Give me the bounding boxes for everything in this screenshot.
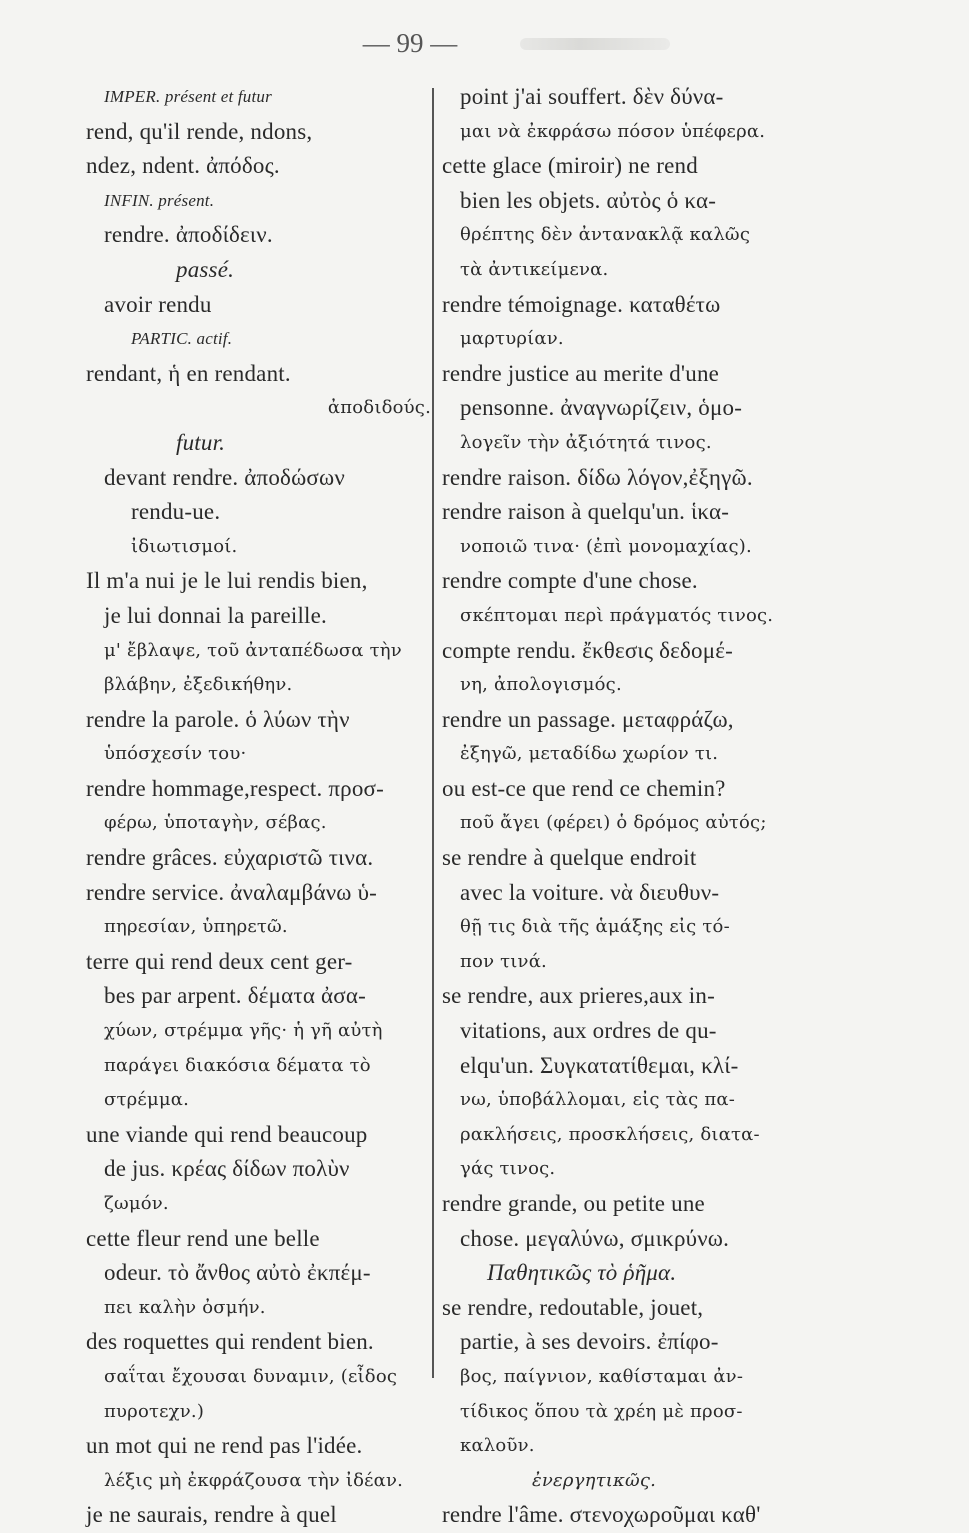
text-line: ndez, ndent. ἀπόδος. (86, 153, 280, 179)
text-line: Παθητικῶς τὸ ῥῆμα. (487, 1260, 677, 1286)
text-line: πον τινά. (460, 950, 547, 972)
text-line: Il m'a nui je le lui rendis bien, (86, 568, 368, 594)
text-line: rendre service. ἀναλαμβάνω ὑ- (86, 879, 378, 905)
text-line: chose. μεγαλύνω, σμικρύνω. (460, 1225, 730, 1251)
text-line: νη, ἀπολογισμός. (460, 674, 622, 696)
text-line: avec la voiture. νὰ διευθυν- (460, 879, 720, 905)
text-line: πει καλὴν ὀσμήν. (104, 1296, 266, 1318)
text-line: un mot qui ne rend pas l'idée. (86, 1433, 363, 1459)
text-line: compte rendu. ἔκθεσις δεδομέ- (442, 637, 733, 663)
text-line: rendre hommage,respect. προσ- (86, 775, 385, 801)
text-line: rendre témoignage. καταθέτω (442, 291, 721, 317)
ink-smudge (520, 38, 670, 50)
text-line: bes par arpent. δέματα ἀσα- (104, 983, 366, 1009)
text-line: μαι νὰ ἐκφράσω πόσον ὑπέφερα. (460, 120, 766, 142)
text-line: βος, παίγνιον, καθίσταμαι ἀν- (460, 1365, 744, 1387)
text-line: λέξις μὴ ἐκφράζουσα τὴν ἰδέαν. (104, 1469, 404, 1491)
text-line: cette glace (miroir) ne rend (442, 153, 698, 179)
text-line: passé. (176, 256, 235, 282)
text-line: INFIN. présent. (104, 190, 215, 210)
text-line: rendu-ue. (131, 499, 221, 525)
text-line: σαΐται ἔχουσαι δυναμιν, (εἶδος (104, 1365, 398, 1387)
text-line: se rendre, aux prieres,aux in- (442, 983, 715, 1009)
text-line: IMPER. présent et futur (104, 87, 272, 106)
text-line: rendre grande, ou petite une (442, 1191, 705, 1216)
text-line: ζωμόν. (104, 1193, 169, 1214)
text-line: πηρεσίαν, ὑπηρετῶ. (104, 916, 288, 938)
page-number: — 99 — (362, 28, 458, 58)
text-line: μαρτυρίαν. (460, 328, 564, 350)
text-line: rendre compte d'une chose. (442, 568, 698, 594)
text-line: σκέπτομαι περὶ πράγματός τινος. (460, 604, 774, 626)
text-line: θῇ τις διὰ τῆς ἁμάξης εἰς τό- (460, 916, 730, 938)
text-line: je lui donnai la pareille. (104, 602, 327, 628)
text-line: de jus. κρέας δίδων πολὺν (104, 1156, 350, 1182)
text-line: rendre raison à quelqu'un. ἱκα- (442, 499, 730, 525)
text-line: devant rendre. ἀποδώσων (104, 464, 345, 490)
text-line: rendant, ἡ en rendant. (86, 360, 291, 386)
text-line: rendre l'âme. στενοχωροῦμαι καθ' (442, 1502, 761, 1528)
text-line: χύων, στρέμμα γῆς· ἡ γῆ αὐτὴ (104, 1020, 383, 1042)
text-line: τίδικος ὅπου τὰ χρέη μὲ προσ- (460, 1400, 743, 1422)
text-line: rendre un passage. μεταφράζω, (442, 706, 734, 732)
right-column (442, 80, 787, 1533)
text-line: τὰ ἀντικείμενα. (460, 258, 609, 280)
text-line: μ' ἔβλαψε, τοῦ ἀνταπέδωσα τὴν (104, 639, 402, 661)
text-line: une viande qui rend beaucoup (86, 1121, 368, 1147)
text-line: rendre justice au merite d'une (442, 360, 720, 386)
text-line: γάς τινος. (460, 1158, 556, 1180)
text-line: rendre. ἀποδίδειν. (104, 222, 273, 248)
text-line: des roquettes qui rendent bien. (86, 1329, 374, 1355)
text-line: cette fleur rend une belle (86, 1225, 320, 1251)
text-line: λογεῖν τὴν ἀξιότητά τινος. (460, 431, 712, 453)
text-line: avoir rendu (104, 291, 212, 317)
text-line: partie, à ses devoirs. ἐπίφο- (460, 1329, 719, 1355)
text-line: PARTIC. actif. (131, 329, 233, 349)
text-line: pensonne. ἀναγνωρίζειν, ὁμο- (460, 395, 743, 421)
text-line: πυροτεχν.) (104, 1400, 205, 1422)
text-line: νοποιῶ τινα· (ἐπὶ μονομαχίας). (460, 535, 752, 557)
text-line: je ne saurais, rendre à quel (86, 1502, 337, 1528)
text-line: ou est-ce que rend ce chemin? (442, 775, 726, 801)
text-line: vitations, aux ordres de qu- (460, 1018, 717, 1044)
text-line: ἀποδιδούς. (327, 397, 431, 419)
text-line: ἐξηγῶ, μεταδίδω χωρίον τι. (460, 743, 719, 765)
text-line: point j'ai souffert. δὲν δύνα- (460, 84, 724, 109)
text-line: odeur. τὸ ἄνθος αὐτὸ ἐκπέμ- (104, 1260, 371, 1286)
text-line: φέρω, ὑποταγὴν, σέβας. (104, 812, 327, 834)
left-column (86, 80, 431, 1533)
text-line: βλάβην, ἐξεδικήθην. (104, 674, 293, 696)
text-line: ὑπόσχεσίν του· (104, 743, 247, 765)
text-line: καλοῦν. (460, 1435, 535, 1457)
text-line: παράγει διακόσια δέματα τὸ (104, 1054, 371, 1076)
text-line: ἐνεργητικῶς. (532, 1469, 657, 1491)
text-line: se rendre, redoutable, jouet, (442, 1294, 704, 1320)
text-line: rend, qu'il rende, ndons, (86, 118, 313, 144)
text-line: ποῦ ἄγει (φέρει) ὁ δρόμος αὐτός; (460, 812, 767, 834)
text-line: terre qui rend deux cent ger- (86, 948, 353, 974)
text-line: νω, ὑποβάλλομαι, εἰς τὰς πα- (460, 1089, 736, 1111)
text-line: elqu'un. Συγκατατίθεμαι, κλί- (460, 1052, 739, 1078)
text-line: se rendre à quelque endroit (442, 845, 697, 871)
text-line: rendre la parole. ὁ λύων τὴν (86, 706, 350, 732)
text-line: ρακλήσεις, προσκλήσεις, διατα- (460, 1123, 760, 1145)
text-line: ἰδιωτισμοί. (131, 535, 238, 557)
text-line: rendre grâces. εὐχαριστῶ τινα. (86, 845, 374, 871)
column-divider (432, 88, 434, 1378)
text-line: θρέπτης δὲν ἀντανακλᾷ καλῶς (460, 224, 751, 246)
text-line: bien les objets. αὐτὸς ὁ κα- (460, 187, 717, 213)
text-line: στρέμμα. (104, 1089, 190, 1111)
text-line: rendre raison. δίδω λόγον,ἐξηγῶ. (442, 464, 753, 490)
text-line: futur. (176, 429, 226, 455)
